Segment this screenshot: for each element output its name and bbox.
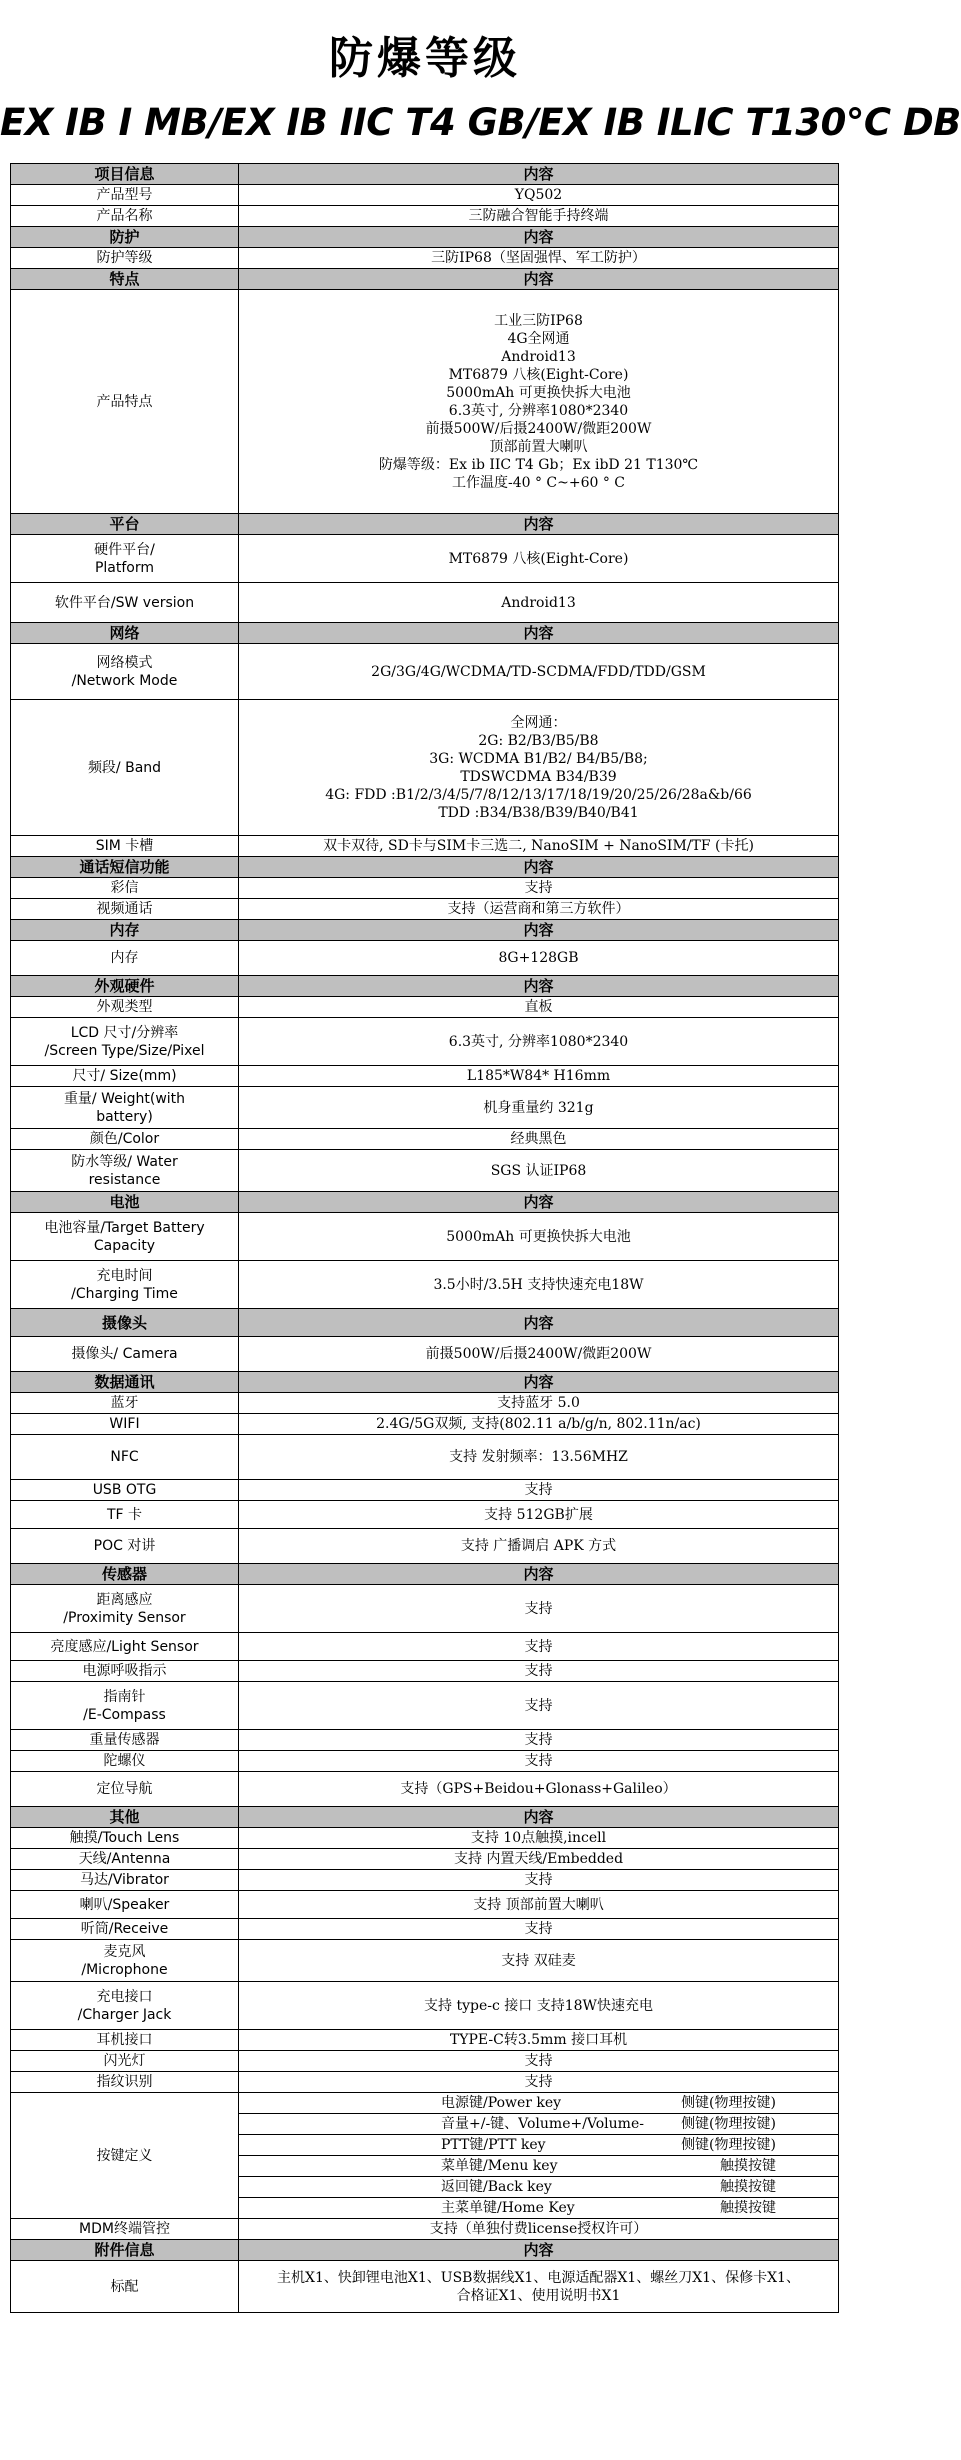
key-name: 主菜单键/Home Key (441, 2200, 575, 2216)
spec-label: LCD 尺寸/分辨率 /Screen Type/Size/Pixel (11, 1018, 239, 1066)
spec-value: TYPE-C转3.5mm 接口耳机 (239, 2030, 839, 2051)
section-title: 防护 (11, 227, 239, 248)
spec-row (11, 1940, 839, 1982)
spec-row (11, 1919, 839, 1940)
spec-row (11, 1066, 839, 1087)
spec-row (11, 2219, 839, 2240)
section-content-header: 内容 (239, 2240, 839, 2261)
spec-value: 经典黑色 (239, 1129, 839, 1150)
section-content-header: 内容 (239, 1372, 839, 1393)
key-type: 触摸按键 (720, 2179, 776, 2195)
spec-row (11, 1213, 839, 1261)
spec-row (11, 2261, 839, 2313)
section-header-row (11, 164, 839, 185)
spec-value: 支持 双硅麦 (239, 1940, 839, 1982)
spec-label: 防水等级/ Water resistance (11, 1150, 239, 1192)
section-title: 电池 (11, 1192, 239, 1213)
spec-table (10, 163, 839, 2313)
spec-label: 频段/ Band (11, 700, 239, 836)
section-content-header: 内容 (239, 227, 839, 248)
spec-row (11, 1661, 839, 1682)
key-definition-label: 按键定义 (11, 2093, 239, 2219)
section-title: 外观硬件 (11, 976, 239, 997)
spec-value: 支持 (239, 1870, 839, 1891)
spec-row (11, 1414, 839, 1435)
section-title: 内存 (11, 920, 239, 941)
spec-row (11, 1501, 839, 1529)
spec-value: 三防IP68（坚固强悍、军工防护） (239, 248, 839, 269)
spec-row (11, 1730, 839, 1751)
spec-row (11, 1337, 839, 1372)
page-title: 防爆等级 (329, 33, 521, 84)
section-title: 项目信息 (11, 164, 239, 185)
key-name: 电源键/Power key (441, 2095, 562, 2111)
spec-row (11, 1261, 839, 1309)
spec-label: 听筒/Receive (11, 1919, 239, 1940)
spec-value: 工业三防IP68 4G全网通 Android13 MT6879 八核(Eight-Core) 5000mAh 可更换快拆大电池 6.3英寸, 分辨率1080*2340 前摄500W/后摄2400W/微距200W 顶部前置大喇叭 防爆等级：Ex ib IIC T4 Gb；Ex ibD 21 T130℃ 工作温度-40 ° C~+60 ° C (239, 290, 839, 514)
spec-label: 尺寸/ Size(mm) (11, 1066, 239, 1087)
spec-row (11, 1150, 839, 1192)
key-definition-value (239, 2135, 839, 2156)
spec-row (11, 206, 839, 227)
key-definition-value (239, 2198, 839, 2219)
spec-value: YQ502 (239, 185, 839, 206)
section-content-header: 内容 (239, 920, 839, 941)
section-content-header: 内容 (239, 164, 839, 185)
spec-label: 重量/ Weight(with battery) (11, 1087, 239, 1129)
key-type: 触摸按键 (720, 2158, 776, 2174)
key-name: 返回键/Back key (441, 2179, 552, 2195)
spec-value: 支持 发射频率：13.56MHZ (239, 1435, 839, 1480)
spec-row (11, 290, 839, 514)
spec-value: 支持 (239, 2051, 839, 2072)
spec-row (11, 899, 839, 920)
spec-row (11, 1585, 839, 1633)
spec-label: SIM 卡槽 (11, 836, 239, 857)
spec-value: L185*W84* H16mm (239, 1066, 839, 1087)
spec-table-body (11, 164, 839, 2313)
spec-value: 支持蓝牙 5.0 (239, 1393, 839, 1414)
section-content-header: 内容 (239, 857, 839, 878)
spec-value: 2.4G/5G双频, 支持(802.11 a/b/g/n, 802.11n/ac) (239, 1414, 839, 1435)
spec-label: 软件平台/SW version (11, 583, 239, 623)
spec-label: 亮度感应/Light Sensor (11, 1633, 239, 1661)
spec-value: 支持 (239, 1661, 839, 1682)
section-content-header: 内容 (239, 1564, 839, 1585)
spec-label: 闪光灯 (11, 2051, 239, 2072)
spec-label: 标配 (11, 2261, 239, 2313)
section-header-row (11, 269, 839, 290)
spec-value: 8G+128GB (239, 941, 839, 976)
section-content-header: 内容 (239, 1192, 839, 1213)
spec-row (11, 1828, 839, 1849)
spec-label: 陀螺仪 (11, 1751, 239, 1772)
spec-label: 电源呼吸指示 (11, 1661, 239, 1682)
spec-value: 支持 type-c 接口 支持18W快速充电 (239, 1982, 839, 2030)
spec-row (11, 1129, 839, 1150)
spec-label: 喇叭/Speaker (11, 1891, 239, 1919)
spec-value: 三防融合智能手持终端 (239, 206, 839, 227)
section-title: 平台 (11, 514, 239, 535)
section-header-row (11, 976, 839, 997)
spec-row (11, 1751, 839, 1772)
spec-label: 麦克风 /Microphone (11, 1940, 239, 1982)
spec-value: 支持 顶部前置大喇叭 (239, 1891, 839, 1919)
spec-row (11, 1633, 839, 1661)
spec-row (11, 1772, 839, 1807)
spec-value: 2G/3G/4G/WCDMA/TD-SCDMA/FDD/TDD/GSM (239, 644, 839, 700)
spec-label: 电池容量/Target Battery Capacity (11, 1213, 239, 1261)
spec-label: 防护等级 (11, 248, 239, 269)
key-definition-row (11, 2093, 839, 2114)
section-title: 摄像头 (11, 1309, 239, 1337)
section-title: 通话短信功能 (11, 857, 239, 878)
spec-row (11, 836, 839, 857)
section-header-row (11, 1192, 839, 1213)
section-header-row (11, 1309, 839, 1337)
spec-row (11, 1480, 839, 1501)
section-content-header: 内容 (239, 514, 839, 535)
key-definition-value (239, 2093, 839, 2114)
spec-label: MDM终端管控 (11, 2219, 239, 2240)
spec-row (11, 1870, 839, 1891)
section-title: 传感器 (11, 1564, 239, 1585)
section-content-header: 内容 (239, 269, 839, 290)
spec-label: 耳机接口 (11, 2030, 239, 2051)
spec-value: 双卡双待, SD卡与SIM卡三选二, NanoSIM + NanoSIM/TF (卡托) (239, 836, 839, 857)
spec-value: 支持 (239, 1585, 839, 1633)
spec-label: 视频通话 (11, 899, 239, 920)
section-title: 数据通讯 (11, 1372, 239, 1393)
spec-row (11, 997, 839, 1018)
spec-row (11, 1849, 839, 1870)
section-header-row (11, 857, 839, 878)
spec-value: 支持 (239, 1919, 839, 1940)
spec-label: 蓝牙 (11, 1393, 239, 1414)
spec-value: 支持 内置天线/Embedded (239, 1849, 839, 1870)
spec-value: 支持 10点触摸,incell (239, 1828, 839, 1849)
section-header-row (11, 514, 839, 535)
section-header-row (11, 1564, 839, 1585)
spec-row (11, 535, 839, 583)
spec-value: 支持 (239, 2072, 839, 2093)
spec-row (11, 700, 839, 836)
spec-value: 支持 512GB扩展 (239, 1501, 839, 1529)
spec-label: 指纹识别 (11, 2072, 239, 2093)
spec-row (11, 1529, 839, 1564)
spec-row (11, 941, 839, 976)
spec-label: USB OTG (11, 1480, 239, 1501)
spec-value: 支持 广播调启 APK 方式 (239, 1529, 839, 1564)
spec-row (11, 2030, 839, 2051)
spec-label: 摄像头/ Camera (11, 1337, 239, 1372)
spec-row (11, 583, 839, 623)
key-definition-value (239, 2177, 839, 2198)
spec-label: POC 对讲 (11, 1529, 239, 1564)
section-title: 附件信息 (11, 2240, 239, 2261)
spec-row (11, 248, 839, 269)
section-header-row (11, 623, 839, 644)
key-definition-value (239, 2114, 839, 2135)
section-header-row (11, 1372, 839, 1393)
section-header-row (11, 1807, 839, 1828)
spec-row (11, 644, 839, 700)
spec-label: NFC (11, 1435, 239, 1480)
key-name: 菜单键/Menu key (441, 2158, 558, 2174)
spec-label: 定位导航 (11, 1772, 239, 1807)
spec-row (11, 1891, 839, 1919)
spec-row (11, 2072, 839, 2093)
spec-value: 支持（GPS+Beidou+Glonass+Galileo） (239, 1772, 839, 1807)
spec-label: 触摸/Touch Lens (11, 1828, 239, 1849)
key-name: 音量+/-键、Volume+/Volume- (441, 2116, 644, 2132)
spec-label: 天线/Antenna (11, 1849, 239, 1870)
spec-label: 外观类型 (11, 997, 239, 1018)
spec-value: 支持（运营商和第三方软件） (239, 899, 839, 920)
spec-label: 产品名称 (11, 206, 239, 227)
spec-label: 产品型号 (11, 185, 239, 206)
spec-label: 产品特点 (11, 290, 239, 514)
section-content-header: 内容 (239, 623, 839, 644)
spec-row (11, 185, 839, 206)
key-name: PTT键/PTT key (441, 2137, 546, 2153)
spec-row (11, 1982, 839, 2030)
spec-label: WIFI (11, 1414, 239, 1435)
spec-row (11, 1018, 839, 1066)
section-header-row (11, 2240, 839, 2261)
key-type: 侧键(物理按键) (681, 2116, 776, 2132)
section-header-row (11, 227, 839, 248)
spec-value: 支持 (239, 1751, 839, 1772)
spec-label: 颜色/Color (11, 1129, 239, 1150)
spec-row (11, 2051, 839, 2072)
section-content-header: 内容 (239, 976, 839, 997)
section-title: 其他 (11, 1807, 239, 1828)
spec-label: 网络模式 /Network Mode (11, 644, 239, 700)
spec-row (11, 878, 839, 899)
section-header-row (11, 920, 839, 941)
spec-row (11, 1682, 839, 1730)
spec-label: TF 卡 (11, 1501, 239, 1529)
spec-label: 距离感应 /Proximity Sensor (11, 1585, 239, 1633)
section-title: 特点 (11, 269, 239, 290)
spec-value: 支持 (239, 1633, 839, 1661)
spec-label: 充电时间 /Charging Time (11, 1261, 239, 1309)
spec-value: 前摄500W/后摄2400W/微距200W (239, 1337, 839, 1372)
spec-value: MT6879 八核(Eight-Core) (239, 535, 839, 583)
spec-value: 主机X1、快卸锂电池X1、USB数据线X1、电源适配器X1、螺丝刀X1、保修卡X1、 合格证X1、使用说明书X1 (239, 2261, 839, 2313)
key-type: 触摸按键 (720, 2200, 776, 2216)
spec-value: 支持 (239, 1682, 839, 1730)
section-content-header: 内容 (239, 1309, 839, 1337)
explosion-rating-subtitle: EX IB I MB/EX IB IIC T4 GB/EX IB ILIC T130°C DB (0, 101, 961, 144)
spec-value: 支持（单独付费license授权许可） (239, 2219, 839, 2240)
spec-value: 支持 (239, 1730, 839, 1751)
spec-row (11, 1087, 839, 1129)
spec-value: 支持 (239, 878, 839, 899)
spec-value: 6.3英寸, 分辨率1080*2340 (239, 1018, 839, 1066)
spec-value: 全网通： 2G: B2/B3/B5/B8 3G: WCDMA B1/B2/ B4/B5/B8; TDSWCDMA B34/B39 4G: FDD :B1/2/3/4/5/7/8/12/13/17/18/19/20/25/26/28a&b/66 TDD :B34/B38/B39/B40/B41 (239, 700, 839, 836)
spec-row (11, 1435, 839, 1480)
section-title: 网络 (11, 623, 239, 644)
section-content-header: 内容 (239, 1807, 839, 1828)
spec-value: 支持 (239, 1480, 839, 1501)
spec-label: 内存 (11, 941, 239, 976)
key-type: 侧键(物理按键) (681, 2137, 776, 2153)
spec-label: 马达/Vibrator (11, 1870, 239, 1891)
spec-value: 5000mAh 可更换快拆大电池 (239, 1213, 839, 1261)
spec-label: 彩信 (11, 878, 239, 899)
spec-value: Android13 (239, 583, 839, 623)
spec-label: 重量传感器 (11, 1730, 239, 1751)
key-definition-value (239, 2156, 839, 2177)
spec-value: 机身重量约 321g (239, 1087, 839, 1129)
spec-label: 充电接口 /Charger Jack (11, 1982, 239, 2030)
spec-value: 直板 (239, 997, 839, 1018)
spec-row (11, 1393, 839, 1414)
spec-label: 指南针 /E-Compass (11, 1682, 239, 1730)
key-type: 侧键(物理按键) (681, 2095, 776, 2111)
spec-value: SGS 认证IP68 (239, 1150, 839, 1192)
spec-value: 3.5小时/3.5H 支持快速充电18W (239, 1261, 839, 1309)
spec-label: 硬件平台/ Platform (11, 535, 239, 583)
